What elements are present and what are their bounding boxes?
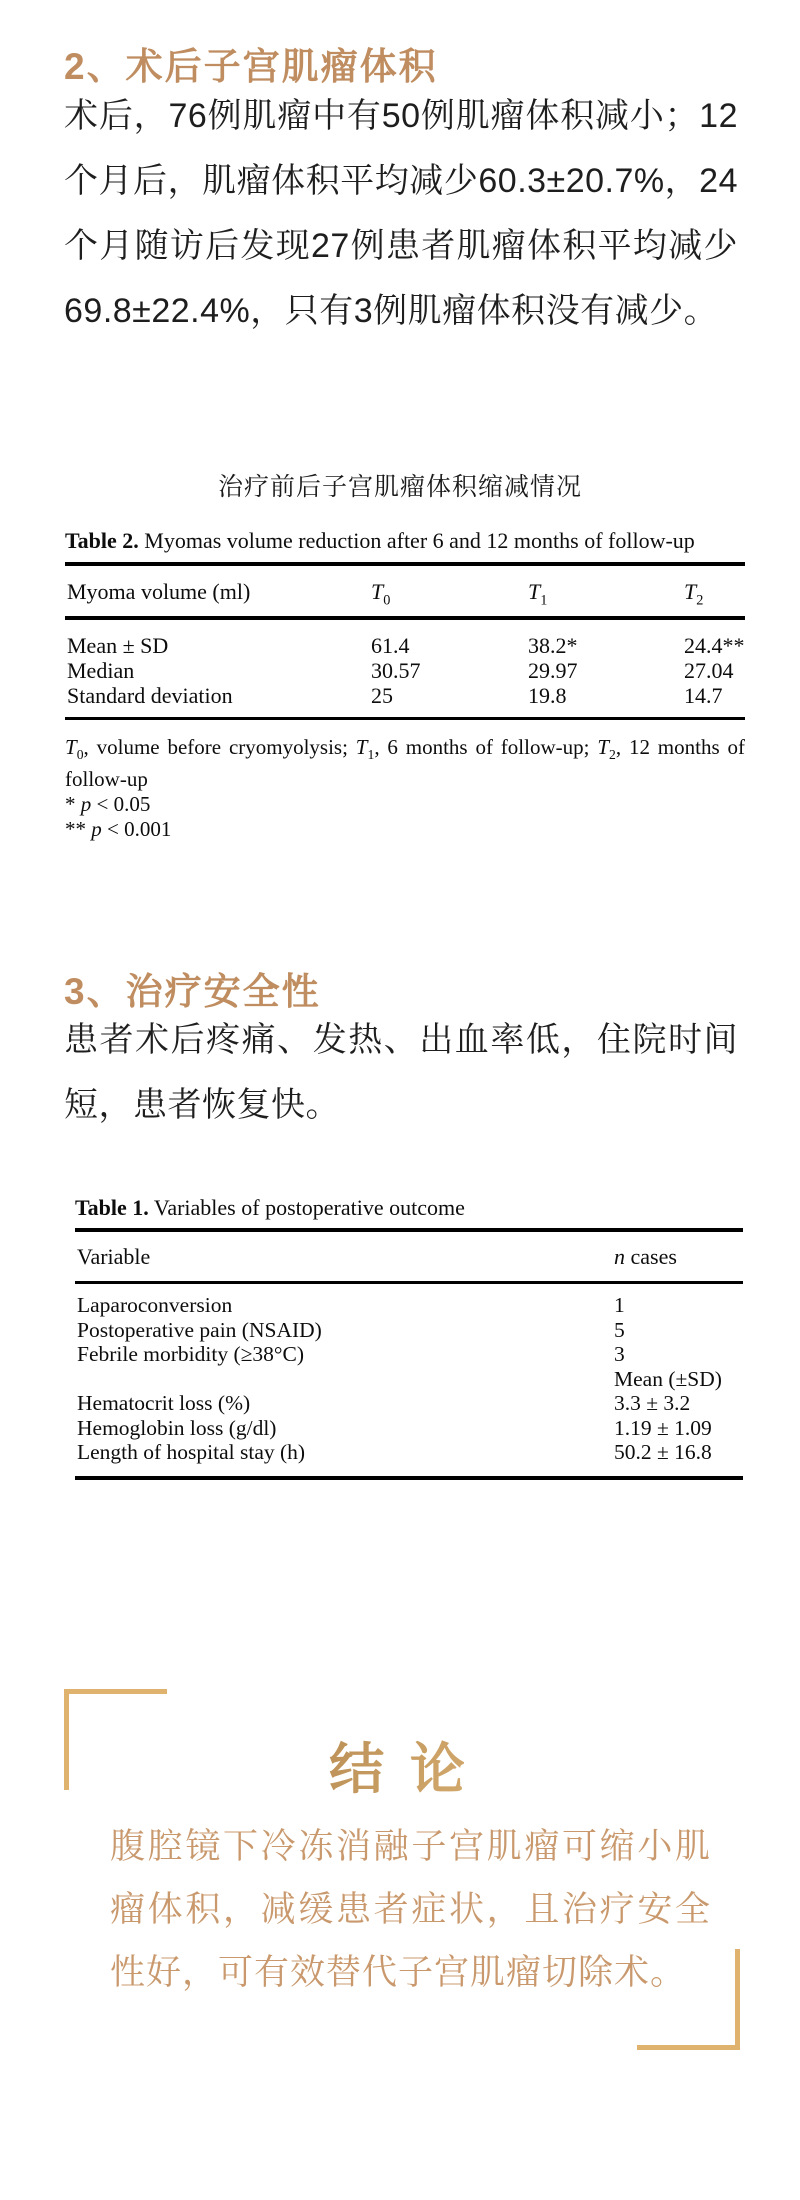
conclusion-title: 结 论 [0, 1725, 800, 1804]
table2-header-t1: $T_1$ [528, 579, 548, 609]
table2-header-label: Myoma volume (ml) [67, 579, 251, 604]
table-row: Febrile morbidity (≥38°C) 3 [77, 1342, 625, 1366]
table2-footnote-p1: * p < 0.05 [65, 792, 151, 817]
table2-header-t2: $T_2$ [684, 579, 704, 609]
table2-title-label: Table 2. [65, 528, 139, 553]
table-row: Mean ± SD 61.4 38.2* 24.4** [67, 633, 745, 658]
table2-chinese-caption: 治疗前后子宫肌瘤体积缩减情况 [217, 473, 582, 501]
table2-header-row [65, 566, 745, 616]
section3-heading: 3、治疗安全性 [64, 971, 321, 1012]
table2-header-t0: $T_0$ [371, 579, 391, 609]
table2 [65, 527, 745, 842]
table1 [75, 1194, 743, 1480]
table2-footnote-abbrev: $T_0$, volume before cryomyolysis; $T_1$, 6 months of follow-up; $T_2$, 12 months of follow-up [65, 735, 745, 792]
table2-body [65, 620, 745, 717]
section2-heading: 2、术后子宫肌瘤体积 [64, 46, 438, 87]
conclusion-bottom-right-bracket [637, 1949, 740, 2050]
table1-header-ncases: n cases [614, 1244, 677, 1269]
table-row: Hematocrit loss (%) 3.3 ± 3.2 [77, 1391, 691, 1415]
table-row: Median 30.57 29.97 27.04 [67, 658, 734, 683]
table2-footnotes [65, 735, 745, 842]
table2-title-text: Myomas volume reduction after 6 and 12 months of follow-up [138, 528, 695, 553]
section3-paragraph: 患者术后疼痛、发热、出血率低，住院时间短，患者恢复快。 [64, 1021, 738, 1124]
section2-paragraph: 术后，76例肌瘤中有50例肌瘤体积减小；12个月后，肌瘤体积平均减少60.3±20.7%，24个月随访后发现27例患者肌瘤体积平均减少69.8±22.4%，只有3例肌瘤体积没有减少。 [64, 97, 738, 330]
table1-title-text: Variables of postoperative outcome [148, 1195, 465, 1220]
table1-header-variable: Variable [77, 1244, 151, 1269]
table-row: Laparoconversion 1 [77, 1293, 625, 1317]
table2-footnote-p2: ** p < 0.001 [65, 817, 172, 842]
table1-bottom-rule [75, 1476, 743, 1480]
table2-title [65, 527, 745, 554]
table-row: Length of hospital stay (h) 50.2 ± 16.8 [77, 1440, 712, 1464]
conclusion-paragraph: 腹腔镜下冷冻消融子宫肌瘤可缩小肌瘤体积，减缓患者症状，且治疗安全性好，可有效替代子宫肌瘤切除术。 [110, 1827, 711, 1992]
table-row: Mean (±SD) [614, 1366, 722, 1391]
table1-title-label: Table 1. [75, 1195, 149, 1220]
table1-header-row [75, 1232, 743, 1281]
table-row: Hemoglobin loss (g/dl) 1.19 ± 1.09 [77, 1415, 712, 1440]
table-row: Standard deviation 25 19.8 14.7 [67, 683, 723, 708]
table1-title [75, 1194, 743, 1221]
table1-body [75, 1284, 743, 1476]
table2-bottom-rule [65, 717, 745, 720]
table-row: Postoperative pain (NSAID) 5 [77, 1317, 625, 1342]
